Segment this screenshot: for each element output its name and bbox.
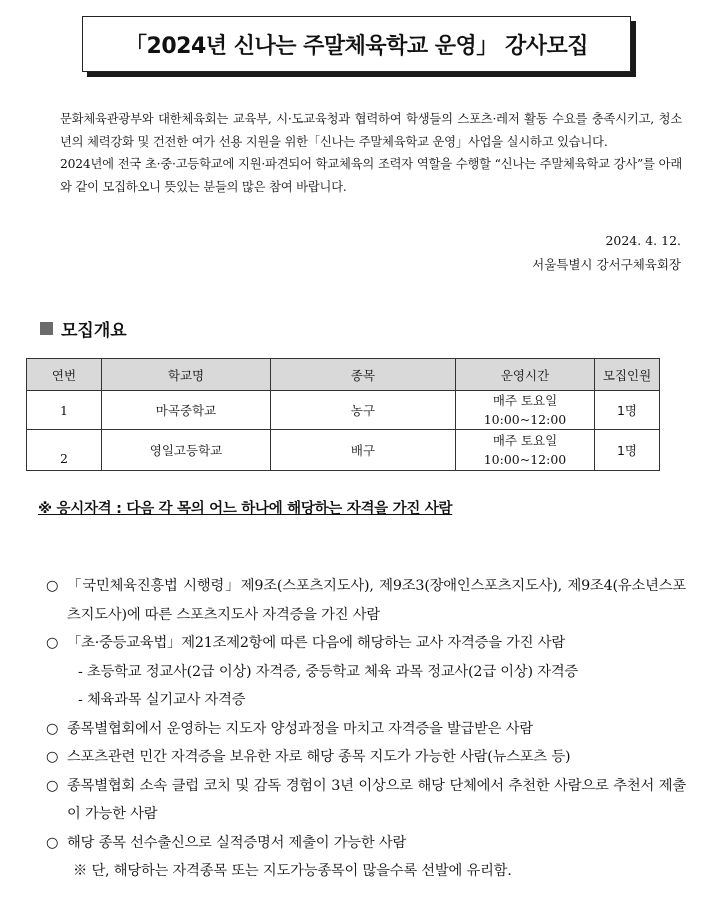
intro-paragraph-2: 2024년에 전국 초·중·고등학교에 지원·파견되어 학교체육의 조력자 역할을 수행할 “신나는 주말체육학교 강사”를 아래와 같이 모집하오니 뜻있는 분들의 많은 참여 바랍니다.	[60, 157, 682, 194]
intro-text	[60, 108, 682, 198]
list-item	[46, 743, 686, 772]
recruitment-table	[26, 358, 660, 471]
cell-count: 1명	[595, 391, 660, 430]
table-row	[27, 430, 660, 471]
cell-time-hours: 10:00~12:00	[483, 452, 567, 467]
selection-note: ※ 단, 해당하는 자격종목 또는 지도가능종목이 많을수록 선발에 유리함.	[73, 863, 512, 879]
title-frame	[82, 16, 631, 72]
item-text: 종목별협회에서 운영하는 지도자 양성과정을 마치고 자격증을 발급받은 사람	[67, 720, 533, 737]
list-item	[46, 715, 686, 744]
qualification-heading: ※ 응시자격 : 다음 각 목의 어느 하나에 해당하는 자격을 가진 사람	[38, 501, 453, 517]
notice-date: 2024. 4. 12.	[605, 233, 681, 248]
circle-bullet-icon: ○	[46, 635, 59, 651]
item-text: 스포츠관련 민간 자격증을 보유한 자로 해당 종목 지도가 가능한 사람(뉴스포츠 등)	[67, 749, 571, 765]
cell-time	[456, 391, 595, 430]
circle-bullet-icon: ○	[46, 777, 59, 794]
cell-count: 1명	[595, 430, 660, 471]
page-title: 「2024년 신나는 주말체육학교 운영」 강사모집	[82, 16, 631, 72]
item-text: 「초·중등교육법」제21조제2항에 따른 다음에 해당하는 교사 자격증을 가진 사람	[67, 635, 565, 651]
cell-time-hours: 10:00~12:00	[483, 412, 567, 427]
cell-sport: 배구	[271, 430, 456, 471]
issuing-organization: 서울특별시 강서구체육회장	[532, 257, 681, 272]
header-count: 모집인원	[595, 359, 660, 391]
list-item	[46, 629, 686, 658]
table-row	[27, 391, 660, 430]
list-item	[46, 772, 686, 829]
circle-bullet-icon: ○	[46, 749, 59, 765]
cell-time-day: 매주 토요일	[492, 393, 558, 408]
circle-bullet-icon: ○	[46, 578, 59, 594]
header-sport: 종목	[271, 359, 456, 391]
section-title: 모집개요	[61, 321, 127, 341]
item-text: 「국민체육진흥법 시행령」제9조(스포츠지도사), 제9조3(장애인스포츠지도사), 제9조4(유소년스포츠지도사)에 따른 스포츠지도사 자격증을 가진 사람	[67, 578, 686, 623]
cell-school: 마곡중학교	[102, 391, 271, 430]
cell-time-day: 매주 토요일	[492, 433, 558, 448]
cell-time	[456, 430, 595, 471]
item-text: 종목별협회 소속 클럽 코치 및 감독 경험이 3년 이상으로 해당 단체에서 추천한 사람으로 추천서 제출이 가능한 사람	[67, 777, 686, 822]
cell-no: 1	[27, 391, 102, 430]
header-school: 학교명	[102, 359, 271, 391]
qualification-list	[46, 572, 686, 886]
header-time: 운영시간	[456, 359, 595, 391]
list-item	[46, 829, 686, 858]
sub-item: - 초등학교 정교사(2급 이상) 자격증, 중등학교 체육 과목 정교사(2급 이상) 자격증	[78, 663, 579, 680]
table-header-row	[27, 359, 660, 391]
item-text: 해당 종목 선수출신으로 실적증명서 제출이 가능한 사람	[67, 834, 407, 851]
circle-bullet-icon: ○	[46, 720, 59, 737]
section-heading	[40, 316, 127, 341]
list-item	[46, 572, 686, 629]
cell-sport: 농구	[271, 391, 456, 430]
intro-paragraph-1: 문화체육관광부와 대한체육회는 교육부, 시·도교육청과 협력하여 학생들의 스포츠·레저 활동 수요를 충족시키고, 청소년의 체력강화 및 건전한 여가 선용 지원을 위한「신나는 주말체육학교 운영」사업을 실시하고 있습니다.	[60, 112, 682, 149]
cell-school: 영일고등학교	[102, 430, 271, 471]
cell-no: 2	[27, 430, 102, 471]
sub-item: - 체육과목 실기교사 자격증	[78, 692, 246, 708]
square-bullet-icon	[40, 322, 53, 335]
circle-bullet-icon: ○	[46, 834, 59, 851]
header-no: 연번	[27, 359, 102, 391]
